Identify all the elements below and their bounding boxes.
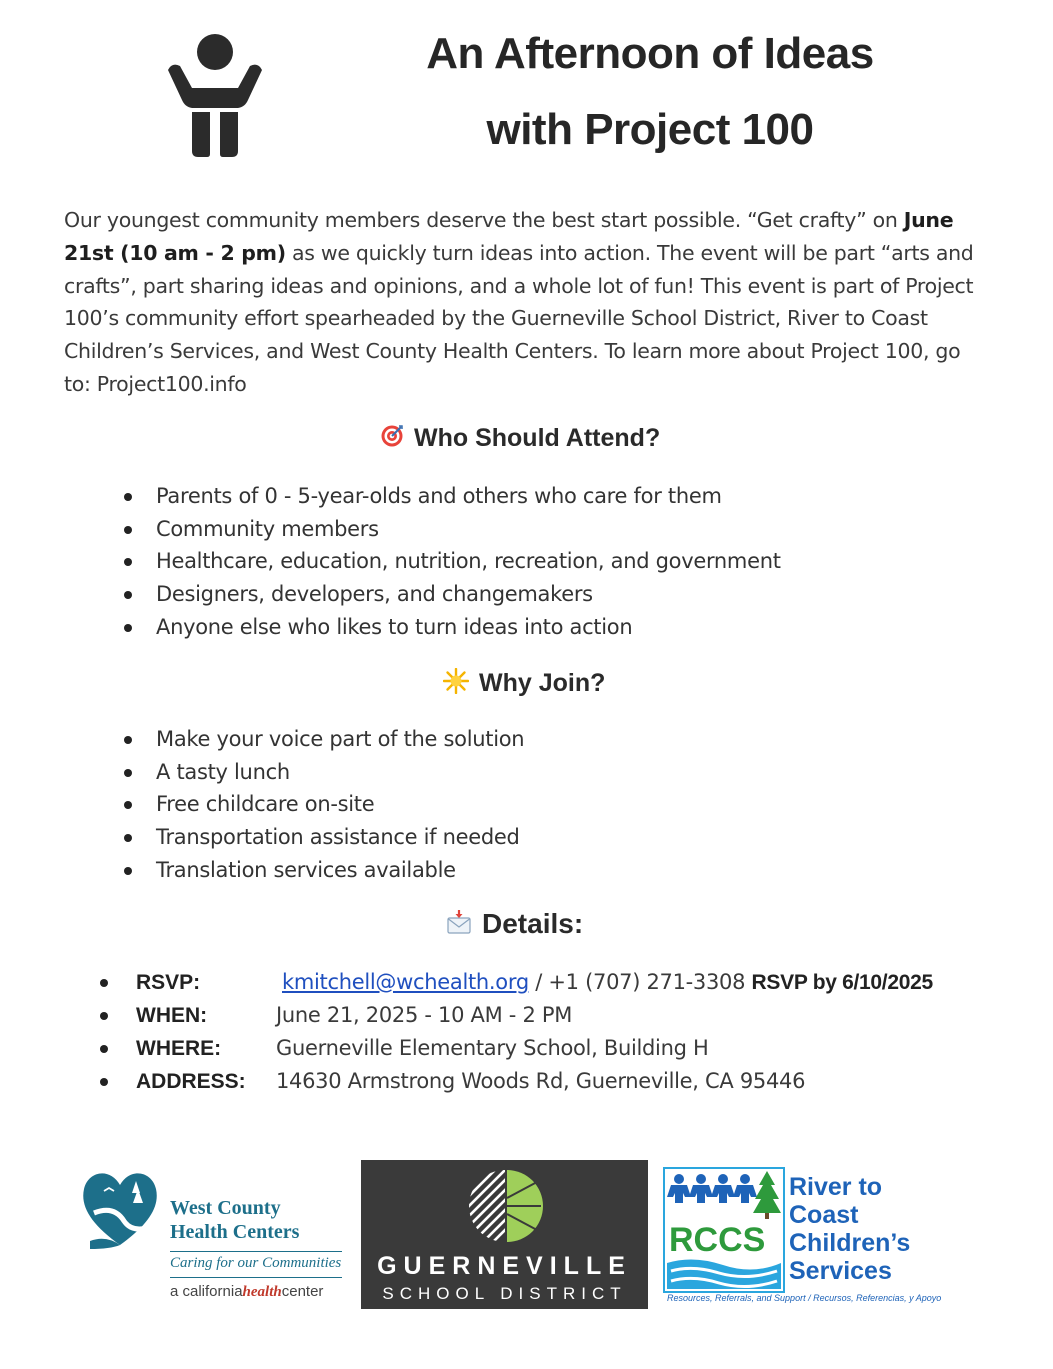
who-heading xyxy=(380,424,660,455)
wchc-tagline: Caring for our Communities xyxy=(170,1255,342,1271)
wchc-subtitle: a californiahealthcenter xyxy=(170,1283,324,1300)
list-item: Make your voice part of the solution xyxy=(122,723,524,756)
rccs-emblem-icon xyxy=(663,1167,785,1293)
list-item: Community members xyxy=(122,513,781,546)
list-item: Parents of 0 - 5-year-olds and others who care for them xyxy=(122,480,781,513)
gsd-subtitle: SCHOOL DISTRICT xyxy=(382,1284,627,1303)
rsvp-label: RSVP: xyxy=(136,971,201,994)
rccs-name-3: Children’s xyxy=(789,1229,911,1257)
address-label: ADDRESS: xyxy=(136,1070,246,1093)
gsd-name: GUERNEVILLE xyxy=(377,1252,632,1280)
rccs-name-4: Services xyxy=(789,1257,892,1285)
details-heading xyxy=(446,908,583,942)
list-item: A tasty lunch xyxy=(122,756,524,789)
rccs-name-2: Coast xyxy=(789,1201,859,1229)
list-item: Free childcare on-site xyxy=(122,788,524,821)
list-item: Designers, developers, and changemakers xyxy=(122,578,781,611)
list-item: Transportation assistance if needed xyxy=(122,821,524,854)
page-title-line2: with Project 100 xyxy=(486,105,814,154)
rsvp-deadline: RSVP by 6/10/2025 xyxy=(751,971,933,994)
intro-date: June 21st (10 am - 2 pm) xyxy=(64,208,954,265)
details-heading-text: Details: xyxy=(482,908,584,939)
who-list xyxy=(122,480,781,643)
target-icon xyxy=(380,424,404,455)
rccs-tagline: Resources, Referrals, and Support / Recursos, Referencias, y Apoyo xyxy=(667,1293,942,1303)
wchc-logo xyxy=(80,1165,350,1315)
list-item: Healthcare, education, nutrition, recreation, and government xyxy=(122,545,781,578)
page-title-line1: An Afternoon of Ideas xyxy=(426,29,874,78)
why-list xyxy=(122,723,524,886)
rsvp-phone: / +1 (707) 271-3308 xyxy=(528,970,752,994)
intro-text-1: Our youngest community members deserve the best start possible. “Get crafty” on xyxy=(64,208,904,232)
when-value: June 21, 2025 - 10 AM - 2 PM xyxy=(276,1003,573,1027)
rsvp-email-link[interactable]: kmitchell@wchealth.org xyxy=(282,970,529,994)
intro-text-2: as we quickly turn ideas into action. The event will be part “arts and crafts”, part sharing ideas and opinions, and a whole lot of fun! This event is part of Project 100’s community effort spearheaded by the Guerneville School District, River to Coast Children’s Services, and West County Health Centers. To learn more about Project 100, go to: Project100.info xyxy=(64,240,974,396)
gsd-leaf-icon xyxy=(467,1168,543,1244)
list-item: Translation services available xyxy=(122,854,524,887)
rccs-logo xyxy=(663,1165,963,1310)
gsd-logo xyxy=(361,1160,648,1309)
intro-paragraph xyxy=(64,204,984,401)
wchc-heart-icon xyxy=(80,1165,160,1251)
where-label: WHERE: xyxy=(136,1037,222,1060)
list-item: Anyone else who likes to turn ideas into action xyxy=(122,611,781,644)
wchc-name-2: Health Centers xyxy=(170,1221,300,1243)
who-heading-text: Who Should Attend? xyxy=(414,424,661,453)
address-value: 14630 Armstrong Woods Rd, Guerneville, CA 95446 xyxy=(276,1069,806,1093)
why-heading xyxy=(443,668,605,701)
child-icon xyxy=(160,30,270,160)
envelope-icon xyxy=(446,909,472,942)
where-value: Guerneville Elementary School, Building H xyxy=(276,1036,709,1060)
why-heading-text: Why Join? xyxy=(479,669,606,698)
rccs-name-1: River to xyxy=(789,1173,883,1201)
rsvp-value xyxy=(282,966,933,999)
rccs-letters: RCCS xyxy=(669,1221,766,1259)
when-label: WHEN: xyxy=(136,1004,208,1027)
sparkle-icon xyxy=(443,668,469,701)
wchc-name-1: West County xyxy=(170,1197,281,1219)
